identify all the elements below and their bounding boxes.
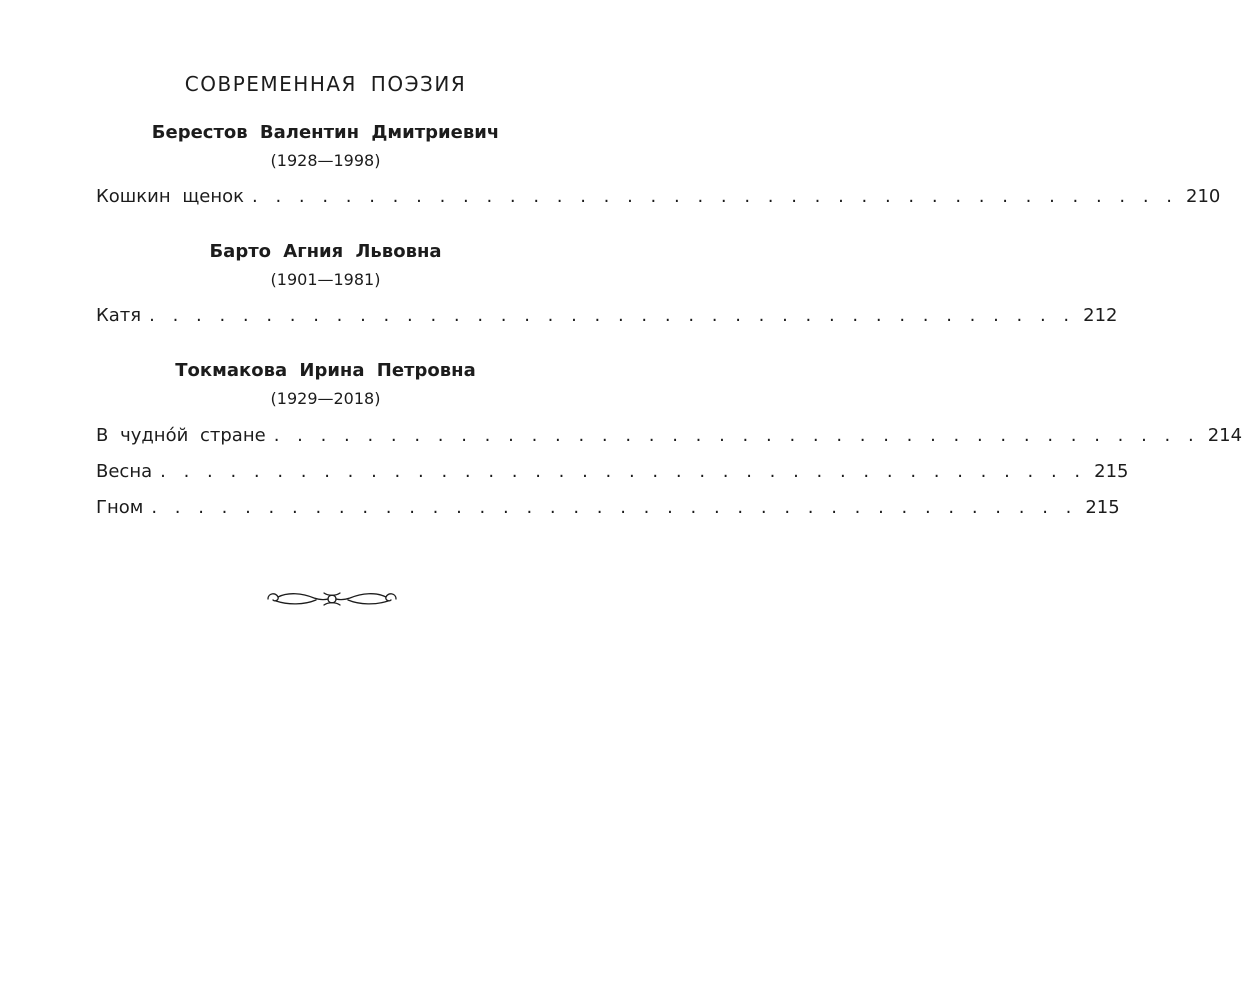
author-years: (1928—1998) — [270, 151, 381, 170]
toc-entry-title: В чудно́й стране — [96, 425, 266, 446]
flourish-divider-icon — [262, 584, 402, 614]
author-name: Барто Агния Львовна — [209, 241, 442, 262]
toc-entry-title: Весна — [96, 461, 153, 482]
toc-entry[interactable] — [96, 461, 1129, 482]
toc-entry-page: 210 — [1186, 186, 1221, 207]
toc-entry-page: 212 — [1083, 305, 1118, 326]
dot-leader: . . . . . . . . . . . . . . . . . . . . . . . . . . . . . . . . . . . . . . . . — [151, 497, 1078, 518]
dot-leader: . . . . . . . . . . . . . . . . . . . . . . . . . . . . . . . . . . . . . . . . — [149, 305, 1076, 326]
toc-entry-title: Катя — [96, 305, 142, 326]
toc-entry[interactable] — [96, 497, 1120, 518]
toc-entry-page: 215 — [1094, 461, 1129, 482]
author-block — [0, 241, 651, 289]
author-block — [0, 360, 651, 408]
author-years: (1929—2018) — [270, 389, 381, 408]
toc-entry[interactable] — [96, 186, 1221, 207]
toc-entry-title: Гном — [96, 497, 144, 518]
toc-entry-title: Кошкин щенок — [96, 186, 245, 207]
dot-leader: . . . . . . . . . . . . . . . . . . . . . . . . . . . . . . . . . . . . . . . . — [160, 461, 1087, 482]
toc-entry-page: 215 — [1085, 497, 1120, 518]
section-title: СОВРЕМЕННАЯ ПОЭЗИЯ — [184, 72, 467, 96]
author-years: (1901—1981) — [270, 270, 381, 289]
toc-entry[interactable] — [96, 305, 1118, 326]
toc-entry[interactable] — [96, 425, 1242, 446]
dot-leader: . . . . . . . . . . . . . . . . . . . . . . . . . . . . . . . . . . . . . . . . — [273, 425, 1200, 446]
author-name: Токмакова Ирина Петровна — [175, 360, 476, 381]
dot-leader: . . . . . . . . . . . . . . . . . . . . . . . . . . . . . . . . . . . . . . . . — [252, 186, 1179, 207]
author-block — [0, 122, 651, 170]
toc-entry-page: 214 — [1207, 425, 1242, 446]
author-name: Берестов Валентин Дмитриевич — [151, 122, 500, 143]
